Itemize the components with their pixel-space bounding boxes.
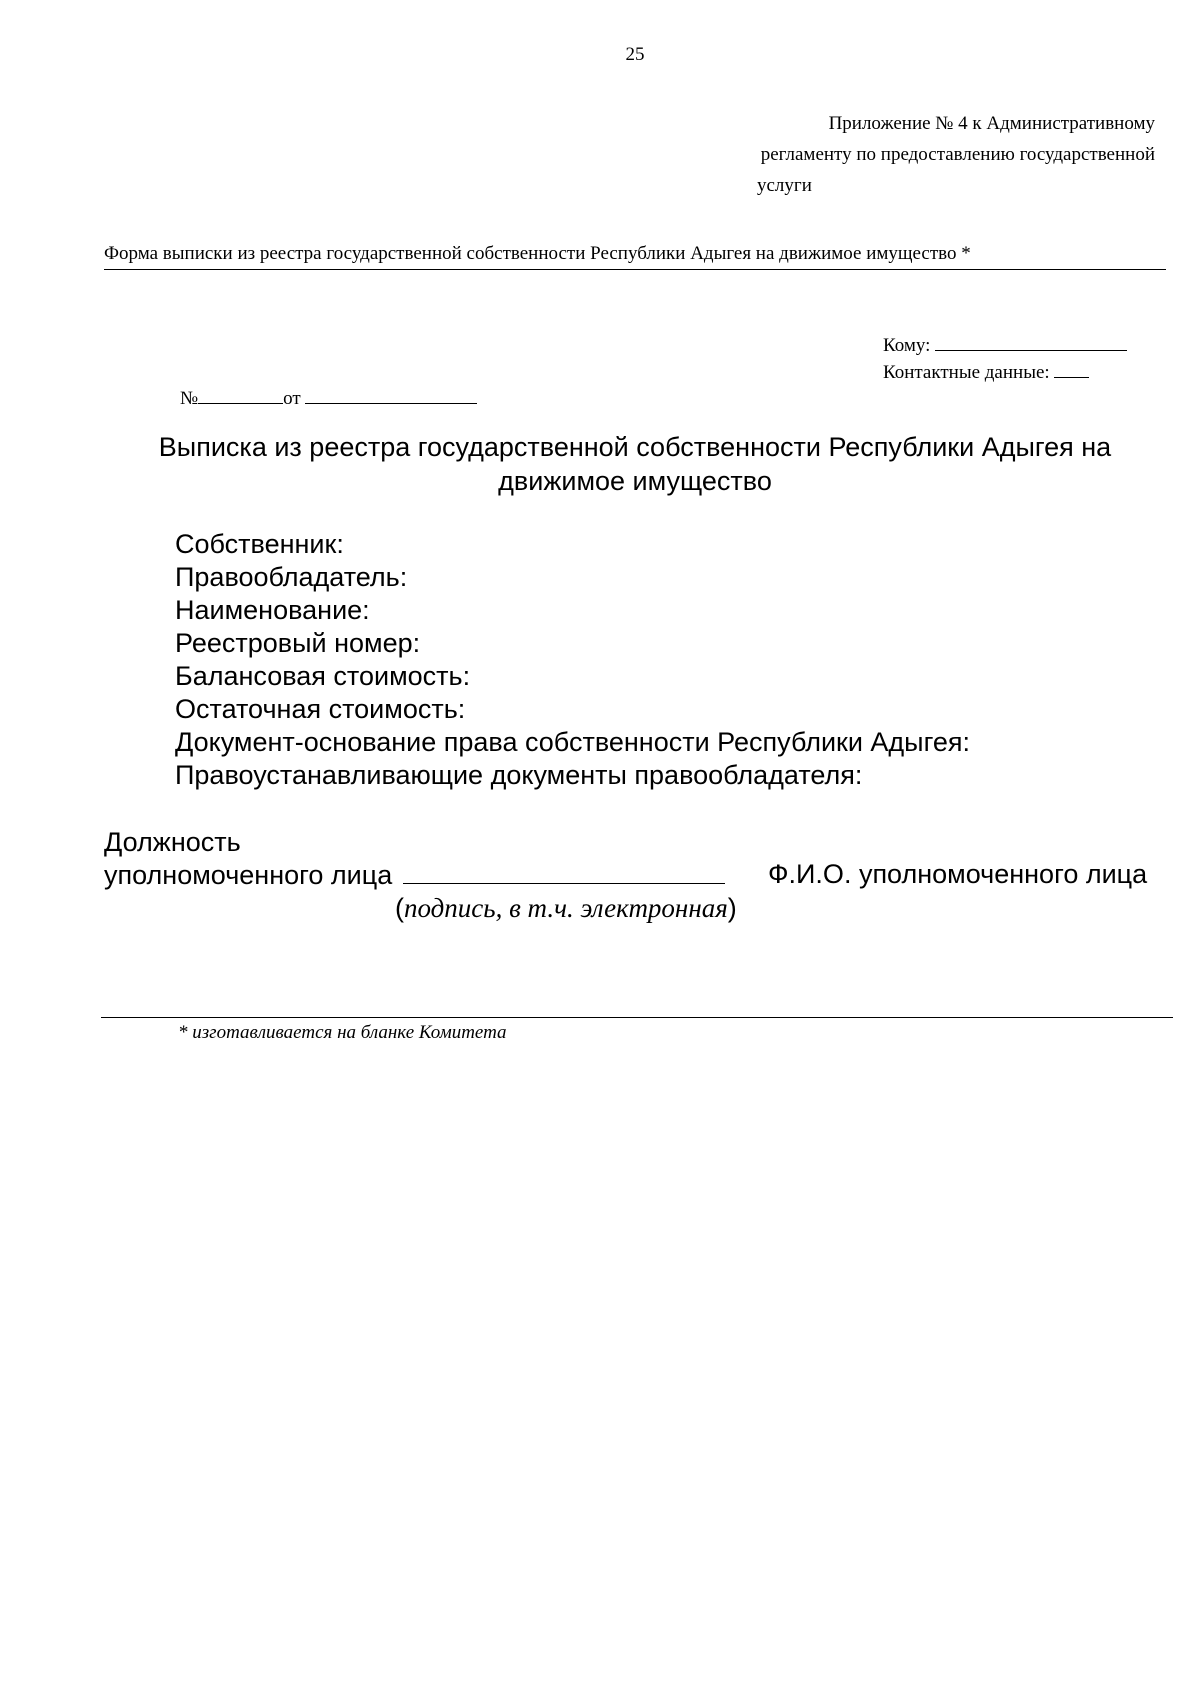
field-basis-document: Документ-основание права собственности Республики Адыгея:: [175, 727, 970, 757]
field-registry-number: Реестровый номер:: [175, 628, 421, 658]
authorized-person-name: Ф.И.О. уполномоченного лица: [768, 859, 1148, 889]
appendix-line-1: Приложение № 4 к Административному: [828, 113, 1155, 134]
extract-title: Выписка из реестра государственной собственности Республики Адыгея на движимое имущество: [158, 432, 1112, 496]
page-number: 25: [625, 44, 645, 65]
form-title: Форма выписки из реестра государственной собственности Республики Адыгея на движимое имущество *: [104, 243, 971, 264]
footnote-separator: [101, 1017, 1173, 1018]
appendix-line-2: регламенту по предоставлению государственной: [760, 144, 1155, 165]
field-right-holder: Правообладатель:: [175, 562, 408, 592]
authorized-position: [104, 826, 392, 892]
form-title-underline: [104, 269, 1166, 270]
addressee-contacts-row: [883, 359, 1127, 386]
field-title-documents: Правоустанавливающие документы правообладателя:: [175, 760, 863, 790]
signature-caption: [395, 893, 737, 924]
document-number-line: [180, 386, 477, 410]
field-book-value: Балансовая стоимость:: [175, 661, 471, 691]
position-line-1: Должность: [104, 827, 241, 857]
addressee-block: [883, 332, 1127, 386]
footnote: * изготавливается на бланке Комитета: [178, 1022, 507, 1043]
signature-caption-close: ): [727, 893, 737, 923]
extract-fields: [175, 528, 970, 792]
date-blank[interactable]: [305, 386, 477, 404]
addressee-contacts-blank[interactable]: [1054, 360, 1089, 378]
number-label: №: [180, 388, 199, 409]
addressee-to-label: Кому:: [883, 335, 931, 356]
signature-line[interactable]: [403, 883, 725, 884]
field-residual-value: Остаточная стоимость:: [175, 694, 466, 724]
signature-caption-open: (: [395, 893, 404, 923]
appendix-header: [680, 108, 1155, 201]
signature-caption-text: подпись, в т.ч. электронная: [404, 893, 728, 923]
appendix-line-3: услуги: [757, 175, 812, 196]
position-line-2: уполномоченного лица: [104, 860, 393, 890]
field-name: Наименование:: [175, 595, 370, 625]
field-owner: Собственник:: [175, 529, 344, 559]
addressee-contacts-label: Контактные данные:: [883, 362, 1050, 383]
addressee-to-blank[interactable]: [935, 333, 1127, 351]
number-blank[interactable]: [198, 386, 283, 404]
addressee-to-row: [883, 332, 1127, 359]
date-label: от: [283, 388, 301, 409]
